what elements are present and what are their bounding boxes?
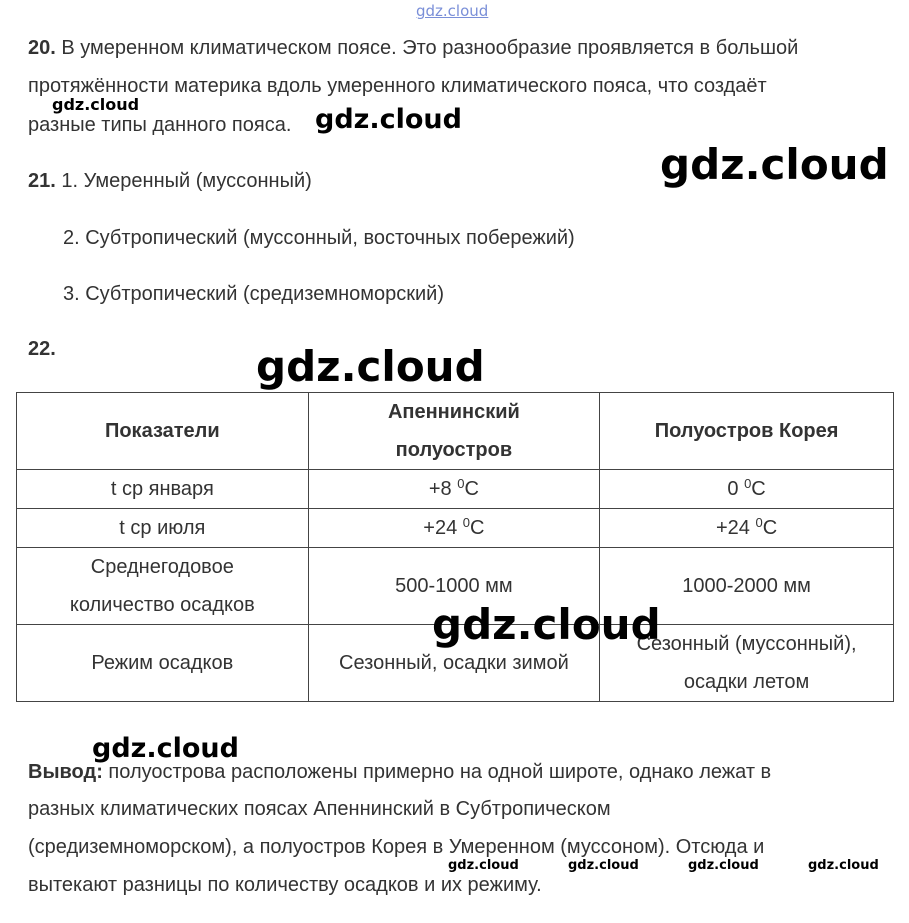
watermark: gdz.cloud	[256, 342, 485, 391]
answer-21-line-1	[28, 162, 312, 200]
table-cell-label: t ср июля	[17, 509, 309, 548]
watermark: gdz.cloud	[660, 140, 889, 189]
degree-superscript: 0	[755, 515, 763, 530]
conclusion-text-1: полуострова расположены примерно на одной широте, однако лежат в	[102, 761, 772, 783]
table-header-apennine-text: Апеннинский полуостров	[387, 401, 520, 461]
table-cell-korea: 1000-2000 мм	[600, 548, 894, 625]
table-cell-label: Режим осадков	[17, 625, 309, 702]
degree-superscript: 0	[462, 515, 471, 530]
watermark: gdz.cloud	[448, 858, 519, 873]
conclusion-line-4: вытекают разницы по количеству осадков и их режиму.	[28, 874, 542, 896]
table-cell-apennine	[308, 470, 600, 509]
answer-20-text-1: В умеренном климатическом поясе. Это разнообразие проявляется в большой	[55, 37, 799, 59]
table-header-korea: Полуостров Корея	[600, 393, 894, 470]
answer-21-item-1: 1. Умеренный (муссонный)	[61, 170, 312, 192]
value-text: +24	[423, 517, 463, 539]
table-cell-apennine: 500-1000 мм	[308, 548, 600, 625]
degree-superscript: 0	[457, 476, 465, 491]
answer-20-line-3: разные типы данного пояса.	[28, 114, 292, 136]
table-cell-label: t ср января	[17, 470, 309, 509]
table-cell-label	[17, 548, 309, 625]
table-header-indicators: Показатели	[17, 393, 309, 470]
answer-21-item-3: 3. Субтропический (средиземноморский)	[63, 283, 445, 305]
watermark: gdz.cloud	[315, 104, 462, 135]
conclusion-label: Вывод:	[28, 761, 103, 783]
watermark-top-link[interactable]: gdz.cloud	[416, 2, 489, 20]
watermark: gdz.cloud	[688, 858, 759, 873]
table-header-apennine	[308, 393, 600, 470]
comparison-table	[16, 392, 894, 702]
unit-text: C	[464, 478, 479, 500]
table-row	[17, 470, 894, 509]
answer-22-number: 22.	[28, 338, 56, 360]
conclusion-line-3: (средиземноморском), а полуостров Корея в Умеренном (муссоном). Отсюда и	[28, 836, 765, 858]
answer-21-number: 21.	[28, 170, 56, 192]
value-text: +24	[715, 517, 756, 539]
value-text: +8	[428, 478, 458, 500]
table-cell-korea-text: Сезонный (муссонный), осадки летом	[636, 633, 857, 693]
unit-text: C	[762, 517, 778, 539]
watermark: gdz.cloud	[808, 858, 879, 873]
unit-text: C	[470, 517, 485, 539]
answer-20-line-1	[28, 29, 798, 67]
table-header-row	[17, 393, 894, 470]
answer-20-number: 20.	[28, 37, 56, 59]
conclusion-line-2: разных климатических поясах Апеннинский в Субтропическом	[28, 798, 611, 820]
value-text: 0	[727, 478, 745, 500]
watermark: gdz.cloud	[52, 95, 140, 114]
answer-20-line-2: протяжённости материка вдоль умеренного климатического пояса, что создаёт	[28, 75, 767, 97]
table-cell-korea	[600, 509, 894, 548]
watermark: gdz.cloud	[568, 858, 639, 873]
table-cell-label-text: Среднегодовое количество осадков	[69, 556, 255, 616]
table-row	[17, 509, 894, 548]
watermark: gdz.cloud	[432, 600, 661, 649]
watermark: gdz.cloud	[92, 733, 239, 764]
degree-superscript: 0	[744, 476, 752, 491]
table-cell-apennine: Сезонный, осадки зимой	[308, 625, 600, 702]
table-cell-korea	[600, 470, 894, 509]
table-cell-apennine	[308, 509, 600, 548]
unit-text: C	[751, 478, 766, 500]
answer-21-item-2: 2. Субтропический (муссонный, восточных побережий)	[63, 227, 575, 249]
